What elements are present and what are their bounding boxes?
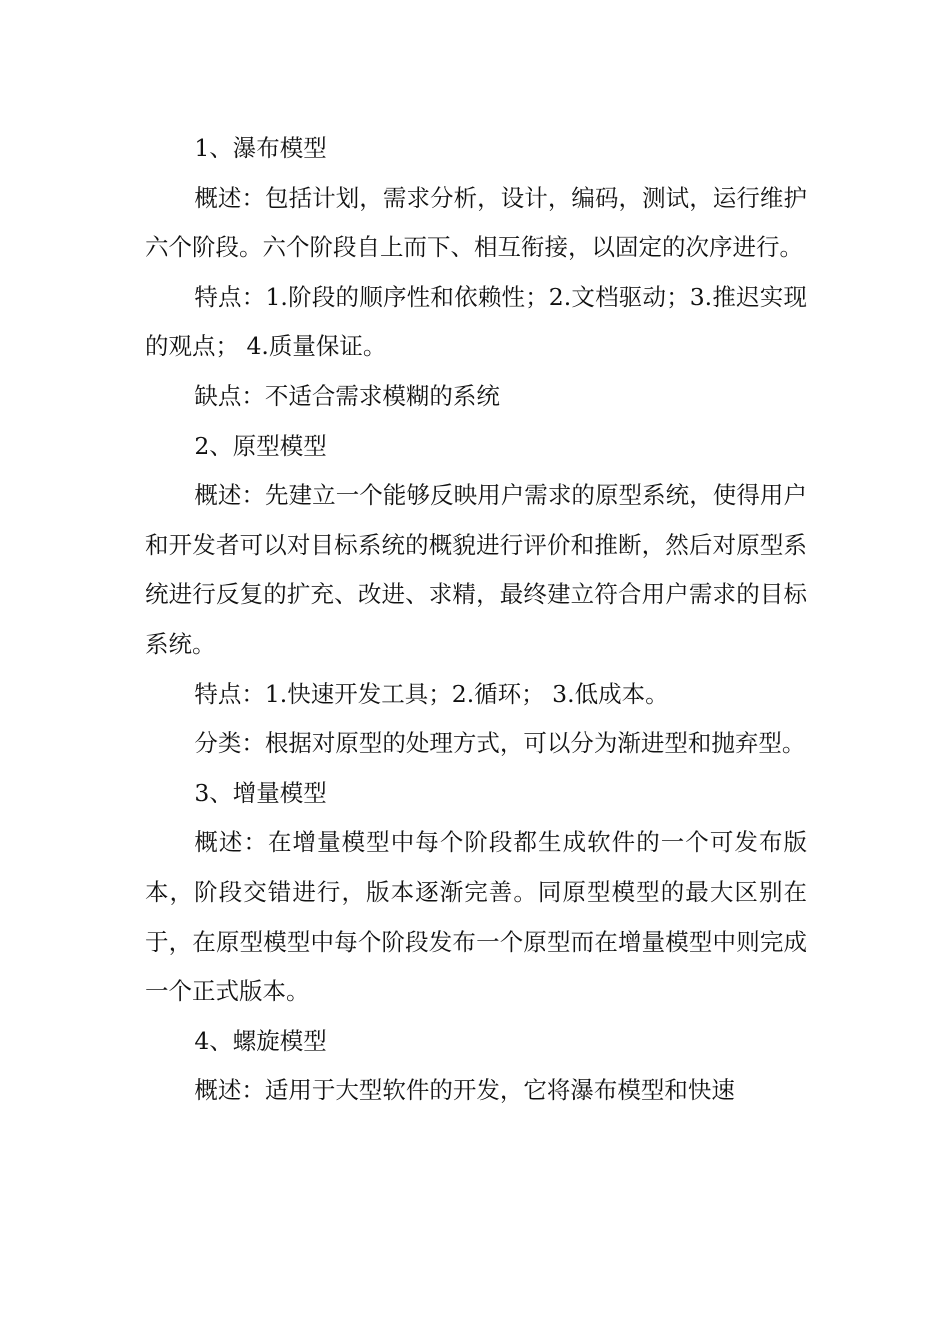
section-heading-incremental: 3、增量模型 bbox=[194, 778, 327, 807]
section-heading-waterfall: 1、瀑布模型 bbox=[194, 134, 327, 162]
prototype-features: 特点：1.快速开发工具；2.循环； 3.低成本。 bbox=[194, 679, 669, 708]
waterfall-drawbacks: 缺点：不适合需求模糊的系统 bbox=[194, 381, 500, 410]
prototype-classification: 分类：根据对原型的处理方式，可以分为渐进型和抛弃型。 bbox=[194, 729, 806, 758]
incremental-overview: 概述：在增量模型中每个阶段都生成软件的一个可发布版本，阶段交错进行，版本逐渐完善。同原型模型的最大区别在于，在原型模型中每个阶段发布一个原型而在增量模型中则完成一个正式版本。 bbox=[145, 828, 807, 1006]
prototype-overview: 概述：先建立一个能够反映用户需求的原型系统，使得用户和开发者可以对目标系统的概貌进行评价和推断，然后对原型系统进行反复的扩充、改进、求精，最终建立符合用户需求的目标系统。 bbox=[145, 481, 807, 658]
section-heading-spiral: 4、螺旋模型 bbox=[194, 1026, 327, 1055]
waterfall-overview: 概述：包括计划，需求分析，设计，编码，测试，运行维护六个阶段。六个阶段自上而下、相互衔接，以固定的次序进行。 bbox=[145, 183, 807, 262]
section-heading-prototype: 2、原型模型 bbox=[194, 431, 327, 460]
document-body bbox=[145, 124, 807, 1116]
waterfall-features: 特点：1.阶段的顺序性和依赖性；2.文档驱动；3.推迟实现的观点； 4.质量保证。 bbox=[145, 282, 807, 361]
spiral-overview: 概述：适用于大型软件的开发，它将瀑布模型和快速 bbox=[194, 1076, 735, 1105]
